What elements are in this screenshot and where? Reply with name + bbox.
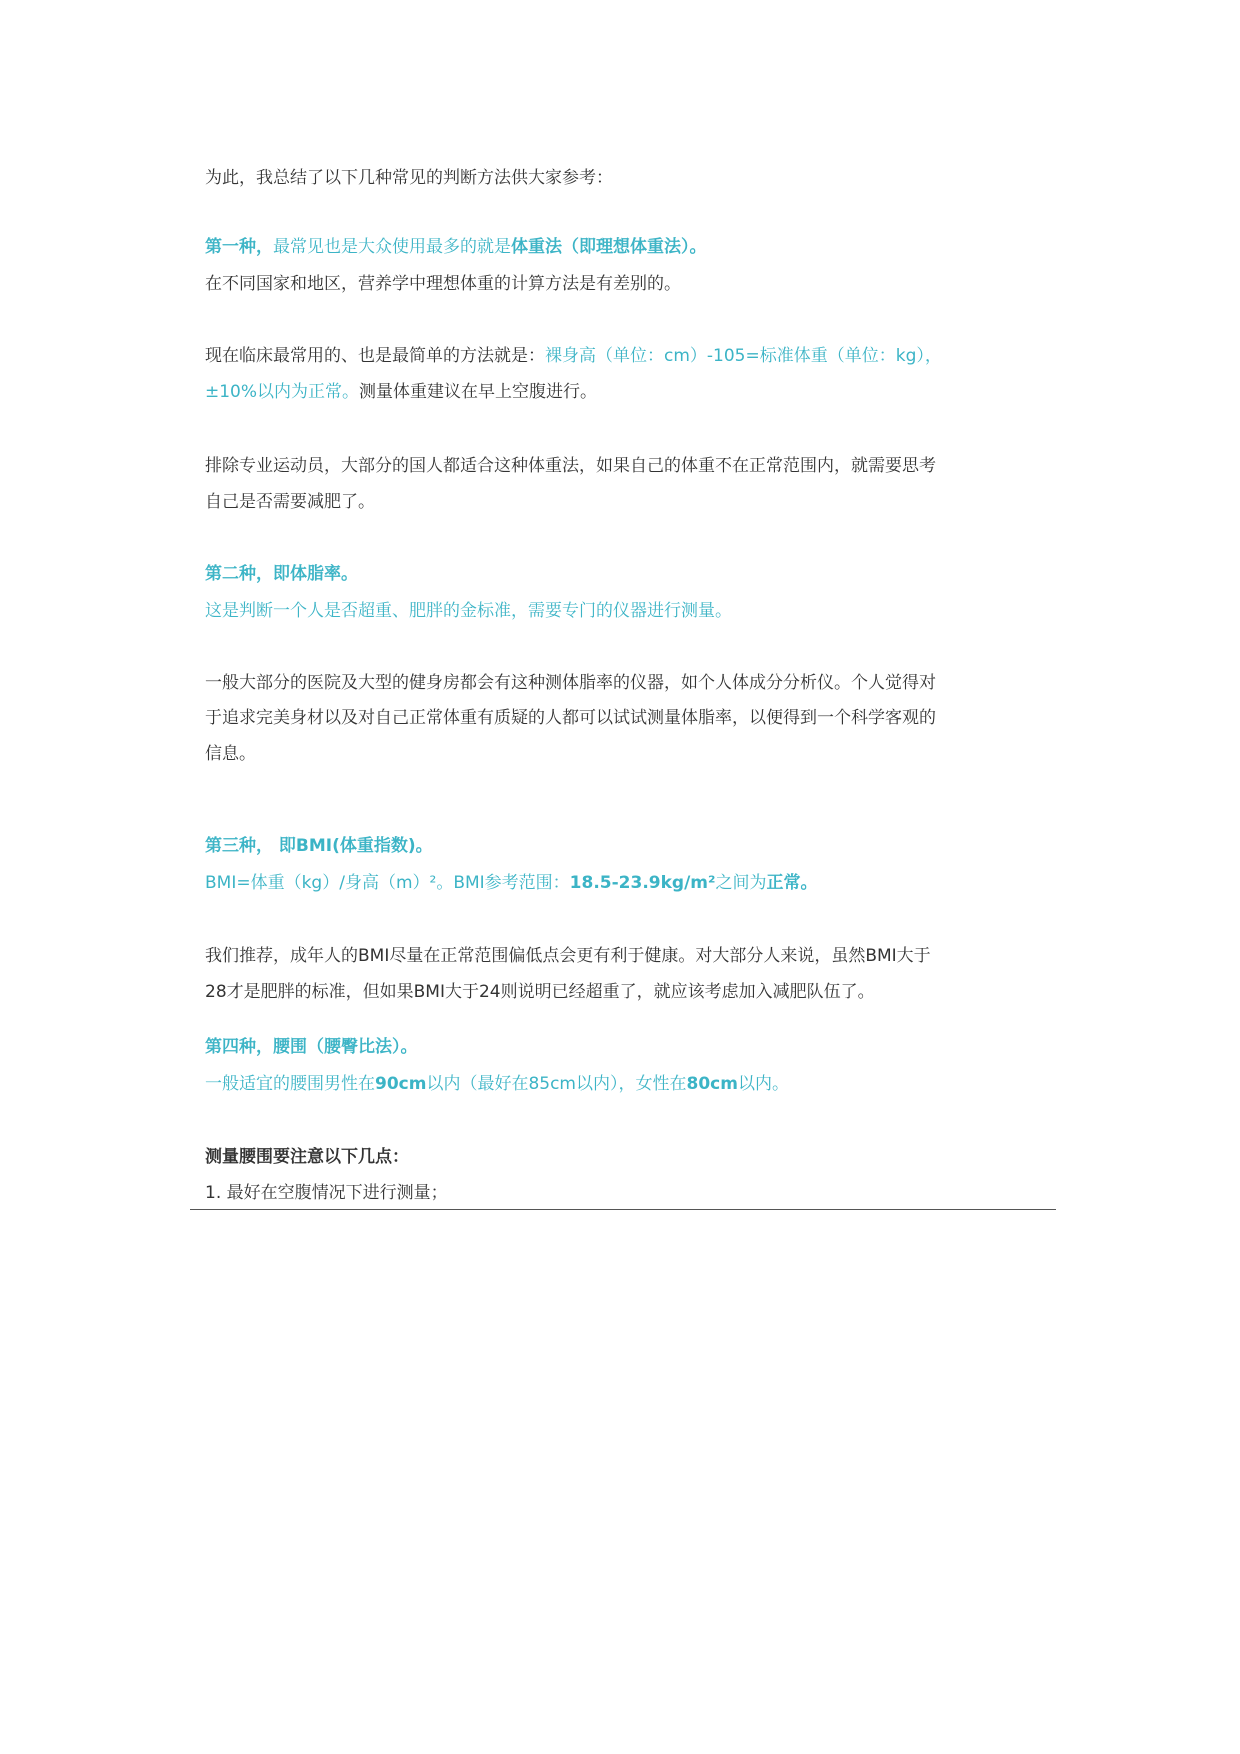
method1-formula-suffix: 测量体重建议在早上空腹进行。 xyxy=(359,382,598,402)
bottom-divider xyxy=(190,1209,1056,1210)
method1-desc: 在不同国家和地区，营养学中理想体重的计算方法是有差别的。 xyxy=(205,274,681,294)
method2-desc: 这是判断一个人是否超重、肥胖的金标准，需要专门的仪器进行测量。 xyxy=(205,601,732,621)
method1-label: 第一种， xyxy=(205,237,273,257)
method1-note-line2: 自己是否需要减肥了。 xyxy=(205,492,375,512)
method3-formula-a: BMI=体重（kg）/身高（m）²。BMI参考范围： xyxy=(205,873,570,893)
method1-formula-main: 裸身高（单位：cm）-105=标准体重（单位：kg）， xyxy=(545,346,942,366)
method4-desc-c: 以内（最好在85cm以内），女性在 xyxy=(426,1074,687,1094)
method2-heading: 第二种，即体脂率。 xyxy=(205,564,358,584)
method1-formula xyxy=(205,344,1035,368)
method3-para-line1: 我们推荐，成年人的BMI尽量在正常范围偏低点会更有利于健康。对大部分人来说，虽然BMI大于 xyxy=(205,946,931,966)
method4-desc-e: 以内。 xyxy=(737,1074,789,1094)
method4-desc-male: 90cm xyxy=(375,1074,427,1094)
intro-text: 为此，我总结了以下几种常见的判断方法供大家参考： xyxy=(205,168,613,188)
method1-note-line1: 排除专业运动员，大部分的国人都适合这种体重法，如果自己的体重不在正常范围内，就需要思考 xyxy=(205,456,936,476)
method1-heading-text: 最常见也是大众使用最多的就是 xyxy=(273,237,511,257)
waist-notes-item1: 1. 最好在空腹情况下进行测量； xyxy=(205,1183,448,1203)
method4-desc-female: 80cm xyxy=(686,1074,738,1094)
method3-formula-normal: 正常。 xyxy=(766,873,818,893)
method2-para-line3: 信息。 xyxy=(205,744,256,764)
method4-heading: 第四种，腰围（腰臀比法）。 xyxy=(205,1037,418,1057)
method1-formula-prefix: 现在临床最常用的、也是最简单的方法就是： xyxy=(205,346,545,366)
method3-heading: 第三种， 即BMI(体重指数)。 xyxy=(205,836,433,856)
method1-formula-cont xyxy=(205,380,1035,404)
method3-formula-range: 18.5-23.9kg/m² xyxy=(569,873,716,893)
method2-para-line1: 一般大部分的医院及大型的健身房都会有这种测体脂率的仪器，如个人体成分分析仪。个人觉得对 xyxy=(205,673,936,693)
method4-desc-a: 一般适宜的腰围男性在 xyxy=(205,1074,375,1094)
method3-formula xyxy=(205,871,1035,895)
method2-para-line2: 于追求完美身材以及对自己正常体重有质疑的人都可以试试测量体脂率，以便得到一个科学客观的 xyxy=(205,708,936,728)
method1-formula-range: ±10%以内为正常。 xyxy=(205,382,360,402)
method3-para-line2: 28才是肥胖的标准，但如果BMI大于24则说明已经超重了，就应该考虑加入减肥队伍了。 xyxy=(205,982,875,1002)
method4-desc xyxy=(205,1072,1035,1096)
method1-heading xyxy=(205,235,1035,259)
method1-heading-emphasis: 体重法（即理想体重法）。 xyxy=(511,237,707,257)
method3-formula-c: 之间为 xyxy=(715,873,767,893)
waist-notes-heading: 测量腰围要注意以下几点： xyxy=(205,1147,409,1167)
